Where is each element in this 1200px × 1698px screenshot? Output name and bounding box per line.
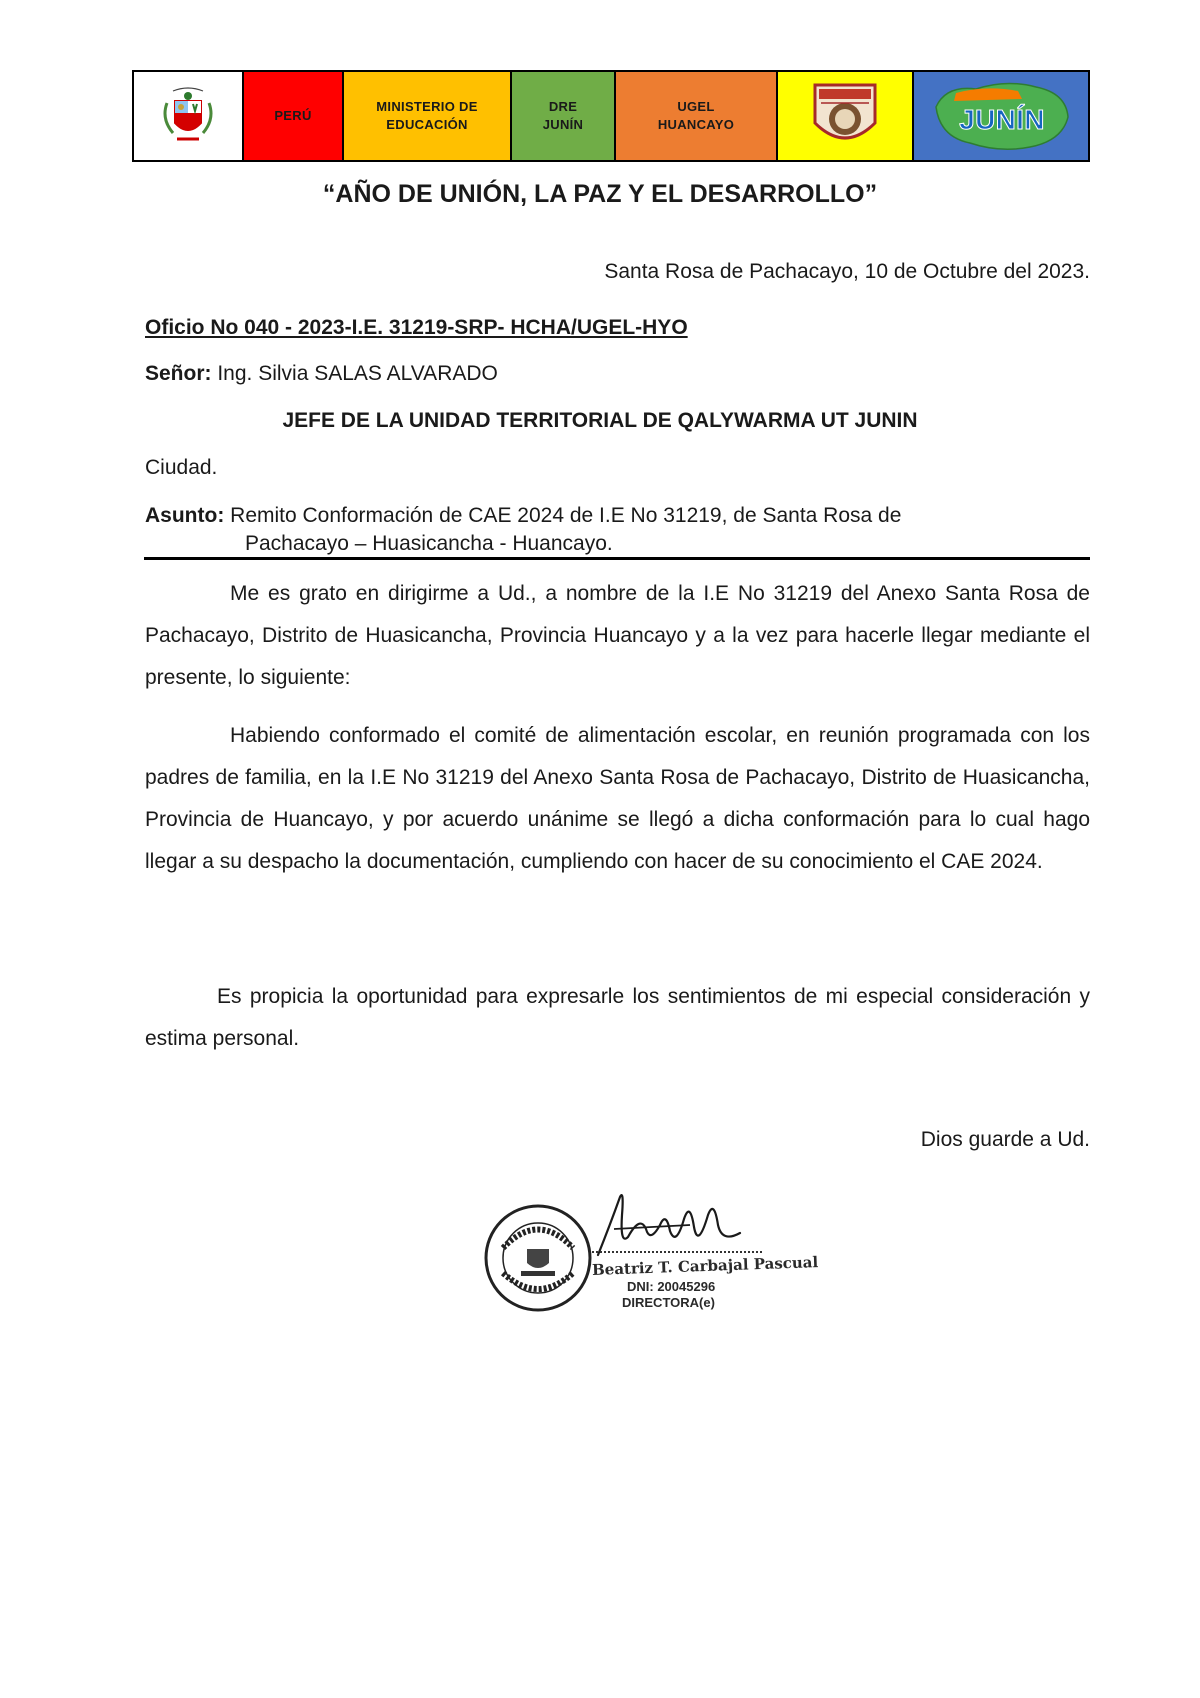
ugel-line2: HUANCAYO	[657, 117, 735, 132]
recipient-line	[145, 362, 498, 386]
official-seal-stamp	[483, 1203, 593, 1313]
recipient-title: JEFE DE LA UNIDAD TERRITORIAL DE QALYWARMA UT JUNIN	[282, 409, 918, 432]
city-line: Ciudad.	[145, 456, 218, 479]
minedu-line1: MINISTERIO DE	[376, 99, 478, 114]
body-paragraph-2: Habiendo conformado el comité de alimentación escolar, en reunión programada con los padres de familia, en la I.E No 31219 del Anexo Santa Rosa de Pachacayo, Distrito de Huasicancha, Provincia de Huancayo, y por acuerdo unánime se llegó a dicha conformación para lo cual hago llegar a su despacho la documentación, cumpliendo con hacer de su conocimiento el CAE 2024.	[145, 724, 1090, 873]
ugel-line1: UGEL	[677, 99, 715, 114]
school-crest-icon	[809, 77, 881, 155]
junin-regional-logo	[914, 72, 1088, 160]
closing-line: Dios guarde a Ud.	[920, 1128, 1090, 1151]
institutional-header	[132, 70, 1090, 162]
signature-line	[592, 1251, 762, 1253]
subject-line1: Remito Conformación de CAE 2024 de I.E No 31219, de Santa Rosa de	[224, 504, 902, 527]
body-paragraph-1: Me es grato en dirigirme a Ud., a nombre de la I.E No 31219 del Anexo Santa Rosa de Pachacayo, Distrito de Huasicancha, Provincia Huancayo y a la vez para hacerle llegar mediante el presente, lo siguiente:	[145, 582, 1090, 689]
peru-label	[244, 72, 344, 160]
subject-divider	[144, 557, 1090, 560]
peru-coat-of-arms	[134, 72, 244, 160]
signer-role: DIRECTORA(e)	[622, 1295, 715, 1310]
oficio-reference: Oficio No 040 - 2023-I.E. 31219-SRP- HCHA/UGEL-HYO	[145, 316, 688, 339]
signer-name: Beatriz T. Carbajal Pascual	[591, 1253, 819, 1279]
recipient-name: Ing. Silvia SALAS ALVARADO	[211, 362, 498, 385]
junin-map-logo-icon	[926, 77, 1076, 155]
dre-line1: DRE	[548, 99, 578, 114]
senor-label: Señor:	[145, 362, 212, 385]
body-paragraph-3: Es propicia la oportunidad para expresarle los sentimientos de mi especial consideración y estima personal.	[145, 985, 1090, 1050]
asunto-label: Asunto:	[145, 504, 225, 527]
signer-dni: DNI: 20045296	[627, 1279, 716, 1294]
minedu-label	[344, 72, 512, 160]
junin-logo-text: JUNÍN	[959, 104, 1045, 135]
coat-of-arms-icon	[153, 81, 223, 151]
date-line: Santa Rosa de Pachacayo, 10 de Octubre del 2023.	[604, 260, 1090, 283]
dre-line2: JUNÍN	[542, 117, 584, 132]
subject-line2: Pachacayo – Huasicancha - Huancayo.	[245, 532, 613, 555]
dre-label	[512, 72, 616, 160]
minedu-line2: EDUCACIÓN	[386, 117, 468, 132]
year-motto: “AÑO DE UNIÓN, LA PAZ Y EL DESARROLLO”	[322, 180, 878, 208]
ugel-label	[616, 72, 778, 160]
school-crest	[778, 72, 914, 160]
peru-text: PERÚ	[274, 108, 312, 123]
subject-block	[145, 502, 1090, 558]
